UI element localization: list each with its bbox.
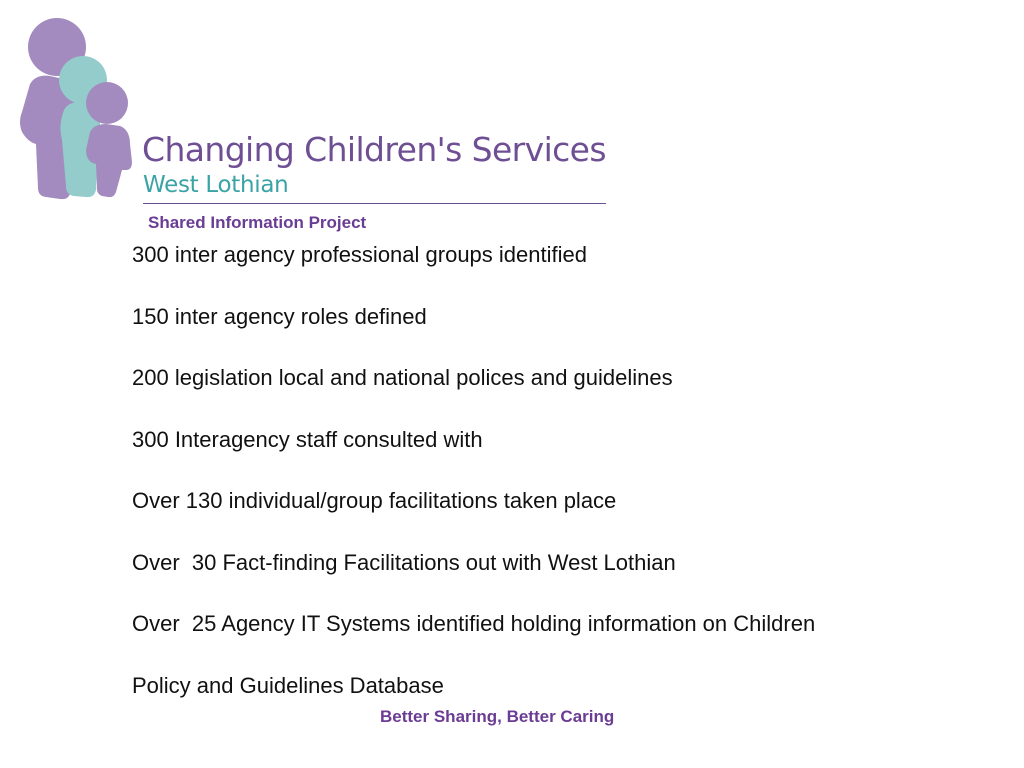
fact-item: 150 inter agency roles defined	[132, 303, 427, 329]
project-label: Shared Information Project	[148, 213, 367, 232]
brand-title: Changing Children's Services	[142, 130, 606, 169]
facts-list	[132, 240, 815, 701]
fact-item: 300 inter agency professional groups identified	[132, 242, 587, 267]
brand-divider	[143, 203, 606, 204]
footer-tagline: Better Sharing, Better Caring	[380, 707, 615, 726]
fact-item: Over 25 Agency IT Systems identified holding information on Children	[132, 611, 816, 636]
brand-subtitle: West Lothian	[143, 172, 289, 198]
fact-item: Policy and Guidelines Database	[132, 672, 444, 698]
fact-item: Over 30 Fact-finding Facilitations out with West Lothian	[132, 549, 676, 575]
fact-item: 200 legislation local and national polices and guidelines	[132, 365, 673, 390]
fact-item: Over 130 individual/group facilitations taken place	[132, 488, 617, 513]
family-figures-logo-icon	[16, 14, 140, 204]
fact-item: 300 Interagency staff consulted with	[132, 426, 483, 452]
